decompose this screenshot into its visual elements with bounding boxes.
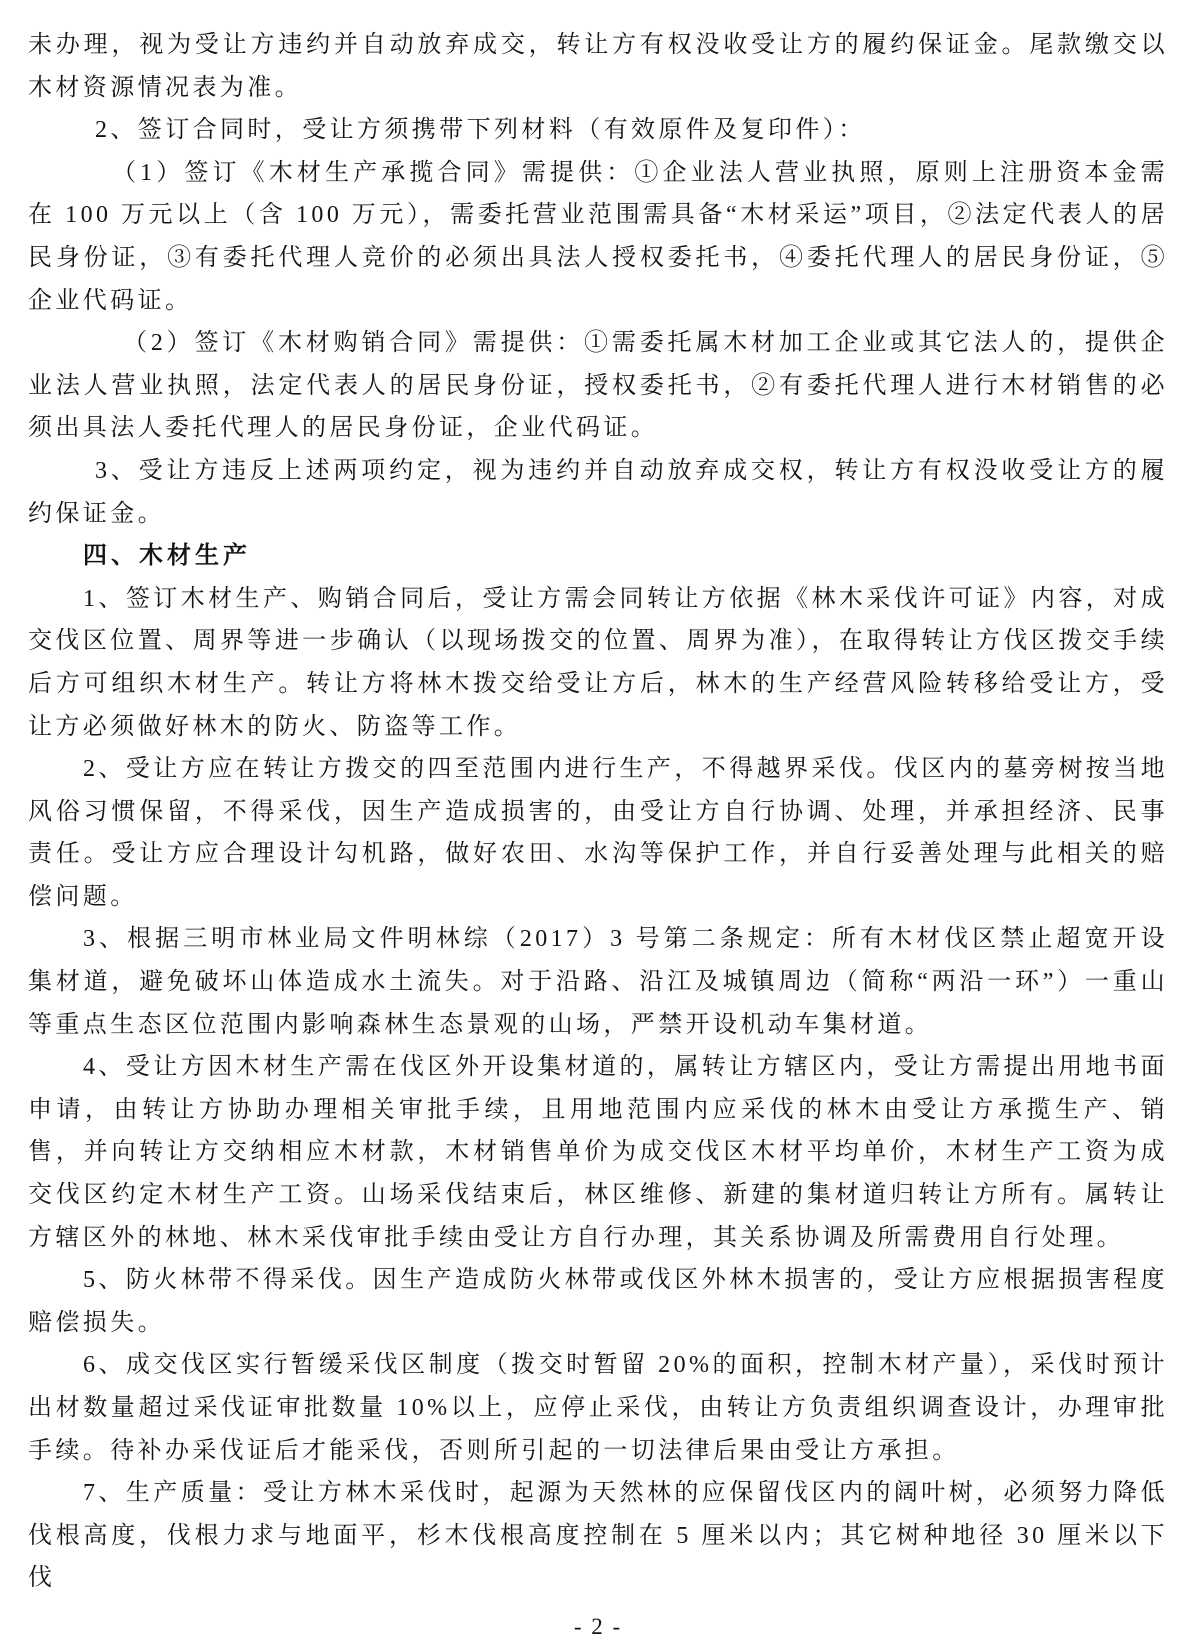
paragraph-production-3: 3、根据三明市林业局文件明林综（2017）3 号第二条规定：所有木材伐区禁止超宽开设集材道，避免破坏山体造成水土流失。对于沿路、沿江及城镇周边（简称“两沿一环”）一重山等重点生态区位范围内影响森林生态景观的山场，严禁开设机动车集材道。 [28, 926, 1168, 1038]
paragraph-continued: 未办理，视为受让方违约并自动放弃成交，转让方有权没收受让方的履约保证金。尾款缴交以木材资源情况表为准。 [28, 32, 1168, 101]
paragraph-production-6: 6、成交伐区实行暂缓采伐区制度（拨交时暂留 20%的面积，控制木材产量），采伐时预计出材数量超过采伐证审批数量 10%以上，应停止采伐，由转让方负责组织调查设计，办理审批手续。待补办采伐证后才能采伐，否则所引起的一切法律后果由受让方承担。 [28, 1352, 1168, 1464]
paragraph-production-7: 7、生产质量：受让方林木采伐时，起源为天然林的应保留伐区内的阔叶树，必须努力降低伐根高度，伐根力求与地面平，杉木伐根高度控制在 5 厘米以内；其它树种地径 30 厘米以下伐 [28, 1480, 1168, 1592]
paragraph-production-5: 5、防火林带不得采伐。因生产造成防火林带或伐区外林木损害的，受让方应根据损害程度赔偿损失。 [28, 1267, 1168, 1336]
paragraph-production-2: 2、受让方应在转让方拨交的四至范围内进行生产，不得越界采伐。伐区内的墓旁树按当地风俗习惯保留，不得采伐，因生产造成损害的，由受让方自行协调、处理，并承担经济、民事责任。受让方应合理设计勾机路，做好农田、水沟等保护工作，并自行妥善处理与此相关的赔偿问题。 [28, 756, 1168, 910]
paragraph-production-4: 4、受让方因木材生产需在伐区外开设集材道的，属转让方辖区内，受让方需提出用地书面申请，由转让方协助办理相关审批手续，且用地范围内应采伐的林木由受让方承揽生产、销售，并向转让方交纳相应木材款，木材销售单价为成交伐区木材平均单价，木材生产工资为成交伐区约定木材生产工资。山场采伐结束后，林区维修、新建的集材道归转让方所有。属转让方辖区外的林地、林木采伐审批手续由受让方自行办理，其关系协调及所需费用自行处理。 [28, 1054, 1168, 1251]
section-heading-timber-production: 四、木材生产 [83, 542, 251, 570]
paragraph-subitem-2: （2）签订《木材购销合同》需提供：①需委托属木材加工企业或其它法人的，提供企业法人营业执照，法定代表人的居民身份证，授权委托书，②有委托代理人进行木材销售的必须出具法人委托代理人的居民身份证，企业代码证。 [28, 330, 1168, 442]
paragraph-item-2: 2、签订合同时，受让方须携带下列材料（有效原件及复印件）： [95, 117, 866, 144]
document-body [28, 24, 1168, 1600]
paragraph-subitem-1: （1）签订《木材生产承揽合同》需提供：①企业法人营业执照，原则上注册资本金需在 100 万元以上（含 100 万元），需委托营业范围需具备“木材采运”项目，②法定代表人的居民身份证，③有委托代理人竞价的必须出具法人授权委托书，④委托代理人的居民身份证，⑤企业代码证。 [28, 159, 1168, 314]
paragraph-production-1: 1、签订木材生产、购销合同后，受让方需会同转让方依据《林木采伐许可证》内容，对成交伐区位置、周界等进一步确认（以现场拨交的位置、周界为准），在取得转让方伐区拨交手续后方可组织木材生产。转让方将林木拨交给受让方后，林木的生产经营风险转移给受让方，受让方必须做好林木的防火、防盗等工作。 [28, 585, 1168, 740]
paragraph-item-3: 3、受让方违反上述两项约定，视为违约并自动放弃成交权，转让方有权没收受让方的履约保证金。 [28, 457, 1168, 527]
page-footer [28, 1612, 1168, 1642]
page-number: - 2 - [573, 1613, 623, 1639]
